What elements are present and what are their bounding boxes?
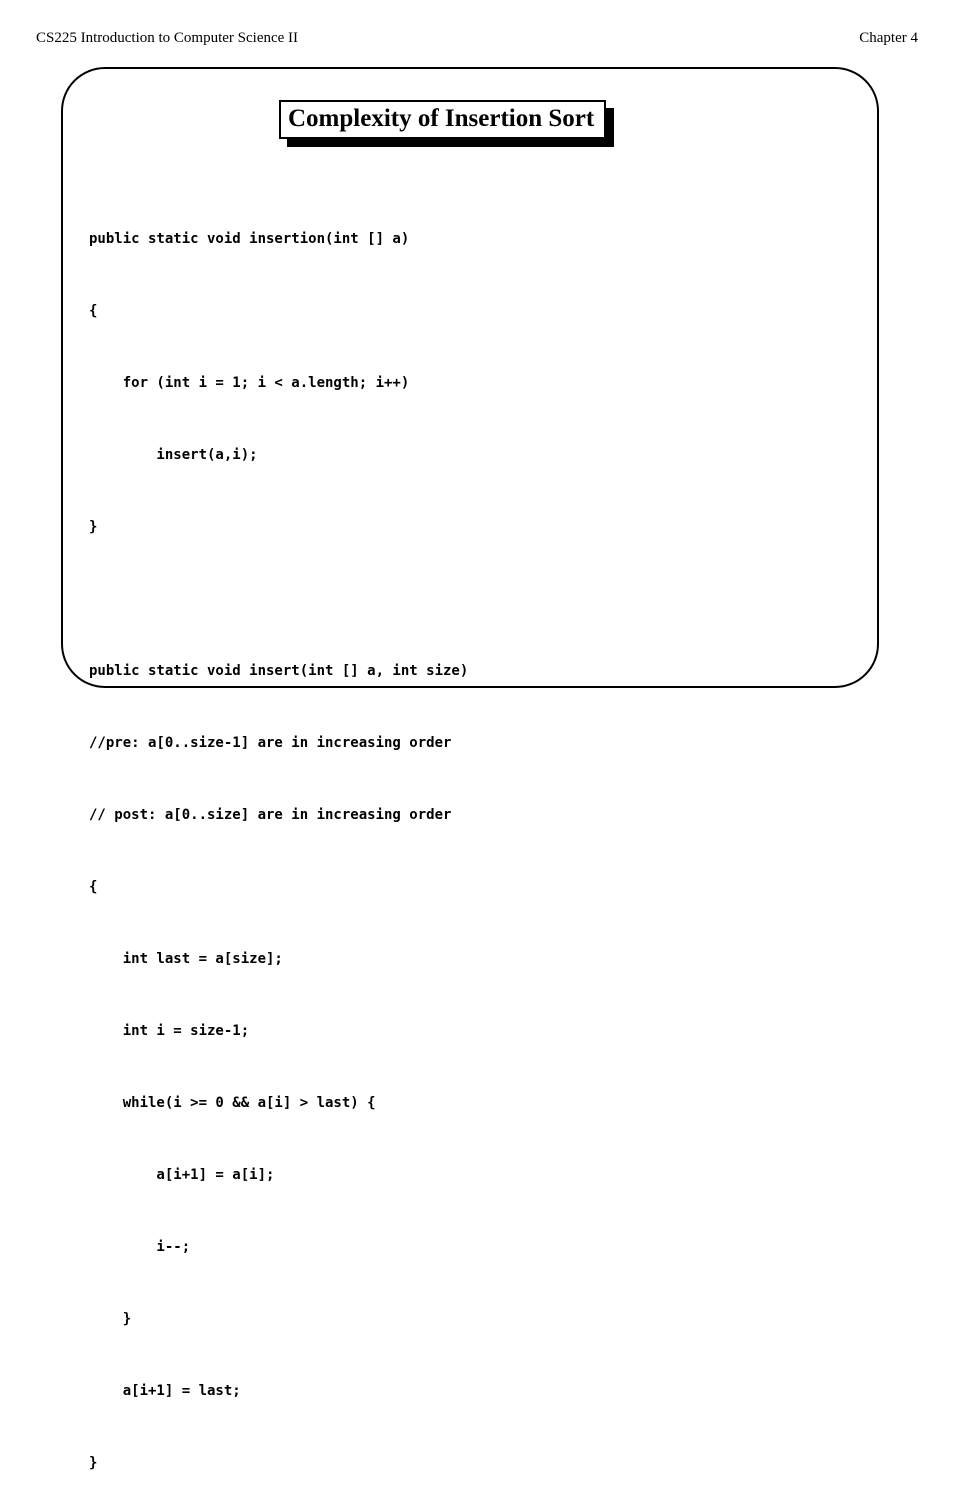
slide-title: Complexity of Insertion Sort: [279, 100, 606, 139]
code-line: {: [89, 879, 98, 895]
code-line: insert(a,i);: [89, 447, 258, 463]
code-line: i--;: [89, 1239, 191, 1255]
code-line: int last = a[size];: [89, 951, 283, 967]
code-comment: //pre: a[0..size-1] are in increasing order: [89, 735, 452, 751]
code-line: public static void insert(int [] a, int size): [89, 663, 469, 679]
chapter-header: Chapter 4: [859, 30, 918, 46]
code-line: public static void insertion(int [] a): [89, 231, 410, 247]
code-line: for (int i = 1; i < a.length; i++): [89, 375, 410, 391]
code-line: }: [89, 1311, 132, 1327]
code-line: int i = size-1;: [89, 1023, 250, 1039]
code-line: {: [89, 303, 98, 319]
code-line: a[i+1] = a[i];: [89, 1167, 275, 1183]
code-comment: // post: a[0..size] are in increasing order: [89, 807, 452, 823]
course-header: CS225 Introduction to Computer Science II: [36, 30, 299, 46]
code-block: [89, 179, 468, 1499]
slide-title-container: [279, 100, 606, 139]
code-line: while(i >= 0 && a[i] > last) {: [89, 1095, 376, 1111]
code-line: a[i+1] = last;: [89, 1383, 241, 1399]
code-line: }: [89, 1455, 98, 1471]
code-line: }: [89, 519, 98, 535]
code-line: [89, 587, 468, 611]
